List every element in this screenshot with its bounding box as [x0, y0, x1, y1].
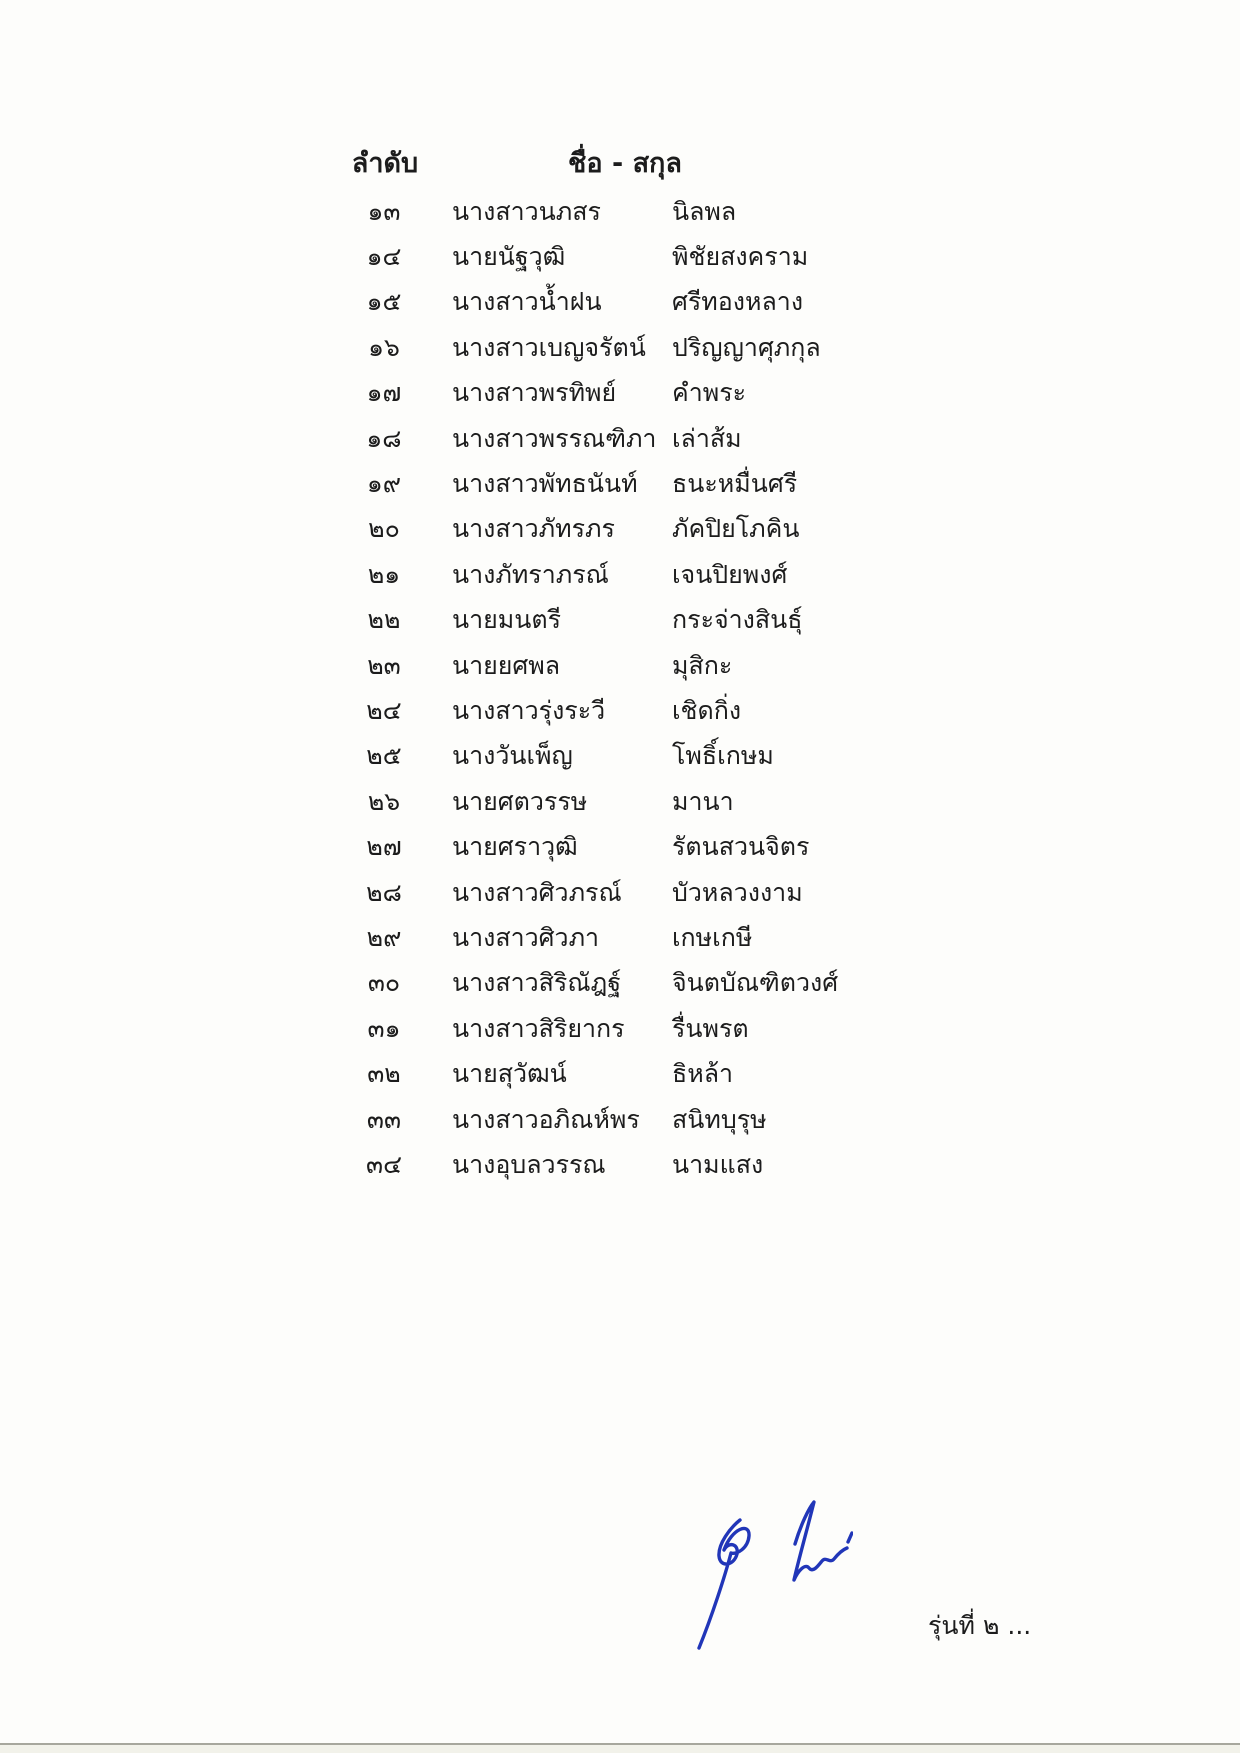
- table-row: [0, 1142, 1240, 1187]
- row-last-name: ปริญญาศุภกุล: [672, 332, 821, 362]
- row-index: ๓๑: [367, 1013, 401, 1043]
- row-first-name: นายนัฐวุฒิ: [452, 242, 566, 272]
- row-first-name: นายยศพล: [452, 650, 561, 680]
- signature-ink: [688, 1498, 853, 1658]
- row-first-name: นางสาวพรทิพย์: [452, 378, 617, 408]
- table-row: [0, 915, 1240, 960]
- table-row: [0, 189, 1240, 234]
- table-row: [0, 325, 1240, 370]
- column-header-index: ลำดับ: [351, 148, 419, 179]
- row-first-name: นางสาวน้ำฝน: [452, 287, 602, 317]
- row-index: ๒๙: [366, 922, 402, 952]
- row-last-name: บัวหลวงงาม: [672, 877, 803, 907]
- row-last-name: เจนปิยพงศ์: [672, 559, 788, 589]
- row-first-name: นายมนตรี: [452, 605, 562, 635]
- row-first-name: นางสาวศิวภา: [452, 922, 600, 952]
- row-last-name: คำพระ: [672, 378, 747, 408]
- table-row: [0, 779, 1240, 824]
- row-last-name: มุสิกะ: [672, 650, 733, 680]
- row-first-name: นางสาวนภสร: [452, 196, 601, 226]
- row-last-name: เชิดกิ่ง: [672, 695, 742, 725]
- table-row: [0, 280, 1240, 325]
- row-last-name: เกษเกษี: [672, 922, 753, 952]
- row-last-name: กระจ่างสินธุ์: [672, 605, 803, 635]
- row-index: ๑๖: [368, 332, 400, 362]
- row-first-name: นางสาวพรรณฑิภา: [452, 423, 657, 453]
- table-header: [0, 141, 1240, 181]
- table-row: [0, 1097, 1240, 1142]
- table-row: [0, 234, 1240, 279]
- row-index: ๒๓: [367, 650, 401, 680]
- table-row: [0, 507, 1240, 552]
- row-first-name: นางสาวสิริณัฎฐ์: [452, 968, 622, 998]
- row-index: ๑๕: [366, 287, 402, 317]
- row-last-name: นามแสง: [672, 1149, 764, 1179]
- row-index: ๒๕: [366, 741, 402, 771]
- column-header-name: ชื่อ - สกุล: [568, 148, 682, 179]
- row-index: ๑๔: [366, 242, 402, 272]
- table-row: [0, 1006, 1240, 1051]
- row-index: ๒๔: [366, 695, 402, 725]
- table-row: [0, 643, 1240, 688]
- table-row: [0, 961, 1240, 1006]
- row-index: ๓๐: [367, 968, 401, 998]
- row-index: ๒๖: [367, 786, 401, 816]
- row-first-name: นายสุวัฒน์: [452, 1059, 567, 1089]
- row-index: ๓๓: [366, 1104, 402, 1134]
- row-first-name: นายศราวุฒิ: [452, 832, 578, 862]
- row-last-name: นิลพล: [672, 196, 737, 226]
- table-row: [0, 416, 1240, 461]
- row-index: ๑๓: [367, 196, 401, 226]
- row-last-name: ธนะหมื่นศรี: [672, 469, 798, 499]
- row-last-name: มานา: [672, 786, 734, 816]
- row-index: ๓๔: [365, 1149, 402, 1179]
- row-last-name: โพธิ์เกษม: [672, 741, 774, 771]
- table-row: [0, 371, 1240, 416]
- row-last-name: ศรีทองหลาง: [672, 287, 804, 317]
- row-index: ๒๑: [367, 559, 401, 589]
- row-first-name: นายศตวรรษ: [452, 786, 588, 816]
- row-last-name: จินตบัณฑิตวงศ์: [672, 968, 839, 998]
- row-index: ๑๗: [366, 378, 402, 408]
- row-last-name: ธิหล้า: [672, 1059, 734, 1089]
- row-first-name: นางสาวรุ่งระวี: [452, 695, 606, 725]
- row-index: ๓๒: [367, 1059, 401, 1089]
- row-last-name: รัตนสวนจิตร: [672, 832, 810, 862]
- table-row: [0, 598, 1240, 643]
- row-last-name: รื่นพรต: [672, 1013, 749, 1043]
- row-first-name: นางสาวพัทธนันท์: [452, 469, 638, 499]
- table-row: [0, 824, 1240, 869]
- row-last-name: สนิทบุรุษ: [672, 1104, 767, 1134]
- row-index: ๑๙: [366, 469, 402, 499]
- table-row: [0, 1051, 1240, 1096]
- row-first-name: นางสาวอภิณห์พร: [452, 1104, 640, 1134]
- row-first-name: นางอุบลวรรณ: [452, 1149, 606, 1179]
- scan-edge-below: [0, 1745, 1240, 1753]
- row-index: ๑๘: [366, 423, 402, 453]
- row-first-name: นางวันเพ็ญ: [452, 741, 573, 771]
- batch-note: รุ่นที่ ๒ ...: [928, 1611, 1032, 1640]
- row-last-name: ภัคปิยโภคิน: [672, 514, 800, 544]
- table-row: [0, 734, 1240, 779]
- row-last-name: เล่าส้ม: [672, 423, 742, 453]
- name-table-body: [0, 189, 1240, 1188]
- row-index: ๒๒: [367, 605, 401, 635]
- row-last-name: พิชัยสงคราม: [672, 242, 809, 272]
- row-first-name: นางสาวเบญจรัตน์: [452, 332, 646, 362]
- table-row: [0, 552, 1240, 597]
- row-first-name: นางสาวศิวภรณ์: [452, 877, 622, 907]
- row-first-name: นางสาวสิริยากร: [452, 1013, 625, 1043]
- table-row: [0, 870, 1240, 915]
- table-row: [0, 688, 1240, 733]
- row-first-name: นางสาวภัทรภร: [452, 514, 615, 544]
- row-index: ๒๘: [366, 877, 402, 907]
- table-row: [0, 461, 1240, 506]
- row-index: ๒๐: [368, 514, 400, 544]
- row-first-name: นางภัทราภรณ์: [452, 559, 609, 589]
- row-index: ๒๗: [366, 832, 402, 862]
